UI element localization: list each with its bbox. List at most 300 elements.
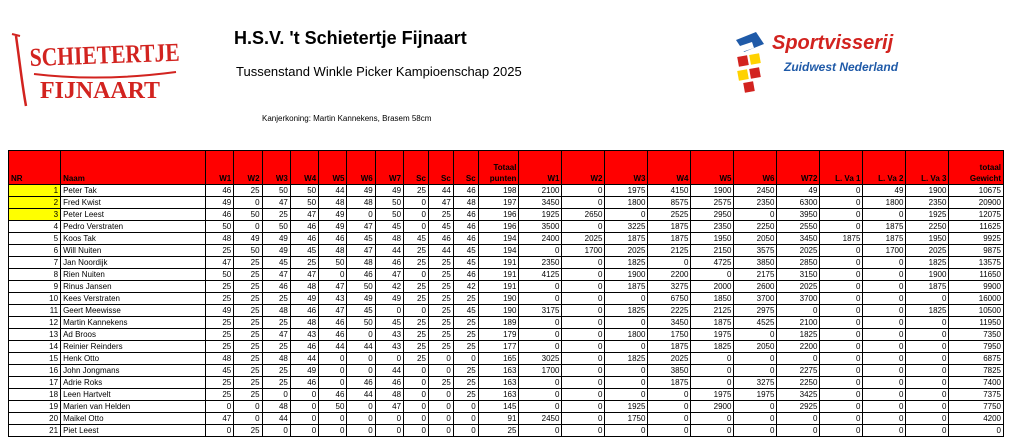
value-cell: 1825	[906, 305, 949, 317]
value-cell: 2250	[734, 221, 777, 233]
value-cell: 0	[906, 329, 949, 341]
value-cell: 25	[262, 209, 290, 221]
value-cell: 0	[562, 389, 605, 401]
value-cell: 46	[205, 185, 233, 197]
value-cell: 0	[404, 425, 429, 437]
value-cell: 25	[290, 257, 318, 269]
value-cell: 46	[262, 281, 290, 293]
value-cell: 9900	[949, 281, 1004, 293]
table-row	[9, 353, 1004, 365]
value-cell: 1700	[519, 365, 562, 377]
value-cell: 189	[478, 317, 519, 329]
value-cell: 25	[453, 329, 478, 341]
value-cell: 50	[234, 209, 262, 221]
value-cell: 0	[691, 365, 734, 377]
value-cell: 196	[478, 209, 519, 221]
value-cell: 0	[234, 401, 262, 413]
value-cell: 47	[347, 245, 375, 257]
value-cell: 0	[605, 365, 648, 377]
value-cell: 0	[820, 377, 863, 389]
value-cell: 44	[319, 185, 347, 197]
value-cell: 47	[205, 257, 233, 269]
value-cell: 0	[404, 413, 429, 425]
value-cell: 44	[347, 389, 375, 401]
value-cell: 49	[234, 233, 262, 245]
value-cell: 0	[863, 353, 906, 365]
value-cell: 2200	[648, 269, 691, 281]
table-row	[9, 377, 1004, 389]
name-cell: Henk Otto	[61, 353, 206, 365]
value-cell: 0	[404, 305, 429, 317]
value-cell: 0	[605, 377, 648, 389]
value-cell: 0	[519, 245, 562, 257]
value-cell: 0	[428, 389, 453, 401]
value-cell: 50	[290, 185, 318, 197]
value-cell: 13575	[949, 257, 1004, 269]
value-cell: 44	[290, 353, 318, 365]
value-cell: 1850	[691, 293, 734, 305]
value-cell: 0	[347, 353, 375, 365]
value-cell: 25	[234, 269, 262, 281]
value-cell: 0	[404, 269, 429, 281]
club-logo-line2: FIJNAART	[40, 78, 160, 104]
value-cell: 0	[519, 425, 562, 437]
value-cell: 25	[404, 341, 429, 353]
value-cell: 44	[319, 341, 347, 353]
value-cell: 43	[290, 329, 318, 341]
value-cell: 7375	[949, 389, 1004, 401]
value-cell: 50	[319, 401, 347, 413]
value-cell: 2000	[691, 281, 734, 293]
value-cell: 1975	[734, 389, 777, 401]
value-cell: 0	[562, 305, 605, 317]
value-cell: 0	[562, 269, 605, 281]
value-cell: 2950	[691, 209, 734, 221]
name-cell: Rien Nuiten	[61, 269, 206, 281]
value-cell: 25	[234, 293, 262, 305]
value-cell: 0	[262, 425, 290, 437]
value-cell: 12075	[949, 209, 1004, 221]
value-cell: 49	[319, 221, 347, 233]
value-cell: 0	[820, 317, 863, 329]
value-cell: 0	[906, 365, 949, 377]
value-cell: 46	[290, 305, 318, 317]
value-cell: 48	[290, 317, 318, 329]
value-cell: 25	[234, 425, 262, 437]
value-cell: 0	[562, 197, 605, 209]
table-row	[9, 245, 1004, 257]
value-cell: 25	[234, 353, 262, 365]
value-cell: 25	[262, 293, 290, 305]
value-cell: 47	[428, 197, 453, 209]
value-cell: 47	[290, 209, 318, 221]
column-header: W7	[375, 173, 403, 185]
value-cell: 0	[648, 425, 691, 437]
value-cell: 0	[519, 401, 562, 413]
sportvisserij-logo-line2: Zuidwest Nederland	[784, 60, 899, 74]
value-cell: 0	[906, 353, 949, 365]
value-cell: 11650	[949, 269, 1004, 281]
value-cell: 0	[863, 329, 906, 341]
column-header: W4	[290, 173, 318, 185]
value-cell: 45	[262, 257, 290, 269]
table-row	[9, 329, 1004, 341]
name-cell: Rinus Jansen	[61, 281, 206, 293]
value-cell: 25	[262, 377, 290, 389]
value-cell: 9925	[949, 233, 1004, 245]
value-cell: 46	[347, 269, 375, 281]
sportvisserij-logo	[730, 26, 899, 96]
table-row	[9, 185, 1004, 197]
table-row	[9, 425, 1004, 437]
value-cell: 0	[863, 305, 906, 317]
value-cell: 48	[319, 197, 347, 209]
page-subtitle: Tussenstand Winkle Picker Kampioenschap 2025	[236, 64, 522, 79]
value-cell: 25	[234, 341, 262, 353]
value-cell: 25	[404, 317, 429, 329]
value-cell: 0	[319, 269, 347, 281]
value-cell: 45	[290, 245, 318, 257]
value-cell: 0	[562, 329, 605, 341]
value-cell: 7350	[949, 329, 1004, 341]
value-cell: 0	[205, 401, 233, 413]
value-cell: 1925	[605, 401, 648, 413]
header-totaal-gewicht: totaal	[949, 151, 1004, 174]
column-header: W4	[648, 173, 691, 185]
value-cell: 165	[478, 353, 519, 365]
rank-cell: 19	[9, 401, 61, 413]
value-cell: 49	[205, 197, 233, 209]
value-cell: 46	[453, 209, 478, 221]
value-cell: 0	[453, 425, 478, 437]
value-cell: 25	[428, 281, 453, 293]
value-cell: 46	[290, 377, 318, 389]
value-cell: 1975	[691, 389, 734, 401]
value-cell: 0	[906, 341, 949, 353]
club-logo	[10, 24, 212, 112]
column-header: Naam	[61, 173, 206, 185]
rank-cell: 10	[9, 293, 61, 305]
value-cell: 25	[234, 365, 262, 377]
value-cell: 0	[734, 365, 777, 377]
value-cell: 10500	[949, 305, 1004, 317]
value-cell: 2925	[777, 401, 820, 413]
value-cell: 8575	[648, 197, 691, 209]
column-header: W3	[262, 173, 290, 185]
value-cell: 0	[319, 353, 347, 365]
rank-cell: 15	[9, 353, 61, 365]
value-cell: 49	[290, 293, 318, 305]
value-cell: 2025	[777, 245, 820, 257]
value-cell: 0	[734, 353, 777, 365]
rank-cell: 17	[9, 377, 61, 389]
value-cell: 0	[347, 209, 375, 221]
value-cell: 191	[478, 257, 519, 269]
value-cell: 49	[319, 209, 347, 221]
value-cell: 163	[478, 365, 519, 377]
value-cell: 2350	[519, 257, 562, 269]
value-cell: 49	[205, 305, 233, 317]
value-cell: 7750	[949, 401, 1004, 413]
value-cell: 48	[319, 245, 347, 257]
value-cell: 49	[262, 245, 290, 257]
value-cell: 0	[453, 401, 478, 413]
value-cell: 6875	[949, 353, 1004, 365]
value-cell: 3700	[734, 293, 777, 305]
value-cell: 42	[453, 281, 478, 293]
value-cell: 25	[234, 281, 262, 293]
value-cell: 0	[777, 353, 820, 365]
value-cell: 25	[234, 329, 262, 341]
value-cell: 43	[375, 329, 403, 341]
kanjerkoning-note: Kanjerkoning: Martin Kannekens, Brasem 58cm	[262, 114, 432, 123]
value-cell: 47	[290, 269, 318, 281]
value-cell: 0	[863, 389, 906, 401]
rank-cell: 1	[9, 185, 61, 197]
value-cell: 44	[428, 245, 453, 257]
value-cell: 0	[404, 401, 429, 413]
value-cell: 48	[262, 305, 290, 317]
value-cell: 0	[605, 425, 648, 437]
value-cell: 11950	[949, 317, 1004, 329]
value-cell: 48	[262, 401, 290, 413]
value-cell: 0	[319, 377, 347, 389]
value-cell: 44	[262, 413, 290, 425]
value-cell: 2050	[734, 233, 777, 245]
value-cell: 49	[262, 233, 290, 245]
value-cell: 3850	[734, 257, 777, 269]
name-cell: Peter Leest	[61, 209, 206, 221]
rank-cell: 9	[9, 281, 61, 293]
value-cell: 0	[691, 377, 734, 389]
value-cell: 7825	[949, 365, 1004, 377]
table-row	[9, 365, 1004, 377]
name-cell: Martin Kannekens	[61, 317, 206, 329]
column-header: W1	[519, 173, 562, 185]
value-cell: 44	[428, 185, 453, 197]
value-cell: 0	[820, 389, 863, 401]
name-cell: Adrie Roks	[61, 377, 206, 389]
value-cell: 1875	[648, 341, 691, 353]
value-cell: 49	[347, 293, 375, 305]
name-cell: Koos Tak	[61, 233, 206, 245]
value-cell: 0	[820, 413, 863, 425]
value-cell: 0	[648, 389, 691, 401]
value-cell: 0	[347, 365, 375, 377]
value-cell: 45	[347, 305, 375, 317]
table-row	[9, 317, 1004, 329]
value-cell: 4150	[648, 185, 691, 197]
value-cell: 0	[347, 425, 375, 437]
value-cell: 0	[906, 389, 949, 401]
value-cell: 25	[478, 425, 519, 437]
value-cell: 45	[375, 317, 403, 329]
value-cell: 0	[863, 293, 906, 305]
table-row	[9, 221, 1004, 233]
value-cell: 0	[863, 341, 906, 353]
value-cell: 48	[205, 353, 233, 365]
value-cell: 3425	[777, 389, 820, 401]
value-cell: 0	[404, 221, 429, 233]
column-header: NR	[9, 173, 61, 185]
value-cell: 25	[404, 281, 429, 293]
value-cell: 2100	[519, 185, 562, 197]
value-cell: 0	[820, 353, 863, 365]
value-cell: 44	[375, 365, 403, 377]
value-cell: 1900	[906, 269, 949, 281]
value-cell: 4725	[691, 257, 734, 269]
value-cell: 25	[234, 257, 262, 269]
rank-cell: 16	[9, 365, 61, 377]
value-cell: 0	[519, 281, 562, 293]
value-cell: 46	[428, 233, 453, 245]
column-header: W5	[691, 173, 734, 185]
value-cell: 163	[478, 389, 519, 401]
value-cell: 2225	[648, 305, 691, 317]
value-cell: 25	[205, 389, 233, 401]
value-cell: 0	[562, 377, 605, 389]
value-cell: 25	[262, 341, 290, 353]
value-cell: 1925	[906, 209, 949, 221]
rank-cell: 4	[9, 221, 61, 233]
value-cell: 0	[820, 197, 863, 209]
rank-cell: 21	[9, 425, 61, 437]
value-cell: 4125	[519, 269, 562, 281]
value-cell: 0	[347, 401, 375, 413]
value-cell: 0	[734, 401, 777, 413]
value-cell: 0	[262, 389, 290, 401]
value-cell: 25	[404, 329, 429, 341]
value-cell: 2125	[691, 305, 734, 317]
column-header: punten	[478, 173, 519, 185]
value-cell: 179	[478, 329, 519, 341]
value-cell: 197	[478, 197, 519, 209]
value-cell: 25	[404, 293, 429, 305]
value-cell: 0	[820, 209, 863, 221]
value-cell: 1875	[648, 377, 691, 389]
value-cell: 25	[404, 245, 429, 257]
column-header: L. Va 2	[863, 173, 906, 185]
sportvisserij-logo-line1: Sportvisserij	[772, 32, 894, 54]
value-cell: 46	[290, 221, 318, 233]
value-cell: 47	[347, 221, 375, 233]
value-cell: 7950	[949, 341, 1004, 353]
value-cell: 0	[428, 425, 453, 437]
value-cell: 46	[375, 257, 403, 269]
value-cell: 0	[863, 365, 906, 377]
value-cell: 0	[519, 317, 562, 329]
value-cell: 0	[605, 317, 648, 329]
value-cell: 190	[478, 293, 519, 305]
value-cell: 25	[234, 185, 262, 197]
standings-table	[8, 150, 1004, 437]
value-cell: 0	[648, 401, 691, 413]
value-cell: 0	[562, 185, 605, 197]
value-cell: 0	[519, 389, 562, 401]
value-cell: 0	[777, 425, 820, 437]
rank-cell: 5	[9, 233, 61, 245]
column-header: Sc	[404, 173, 429, 185]
value-cell: 49	[375, 293, 403, 305]
value-cell: 0	[605, 293, 648, 305]
value-cell: 0	[777, 305, 820, 317]
value-cell: 1800	[863, 197, 906, 209]
value-cell: 48	[453, 197, 478, 209]
value-cell: 50	[262, 221, 290, 233]
value-cell: 1800	[605, 197, 648, 209]
name-cell: Kees Verstraten	[61, 293, 206, 305]
rank-cell: 12	[9, 317, 61, 329]
value-cell: 0	[777, 413, 820, 425]
value-cell: 1875	[691, 317, 734, 329]
name-cell: Maikel Otto	[61, 413, 206, 425]
value-cell: 194	[478, 245, 519, 257]
value-cell: 46	[375, 377, 403, 389]
value-cell: 191	[478, 281, 519, 293]
value-cell: 25	[428, 209, 453, 221]
flag-icon	[730, 26, 772, 96]
column-header: W72	[777, 173, 820, 185]
value-cell: 25	[205, 377, 233, 389]
value-cell: 49	[863, 185, 906, 197]
value-cell: 1700	[863, 245, 906, 257]
column-header: L. Va 3	[906, 173, 949, 185]
value-cell: 3850	[648, 365, 691, 377]
value-cell: 1875	[820, 233, 863, 245]
value-cell: 0	[734, 413, 777, 425]
value-cell: 50	[290, 197, 318, 209]
value-cell: 0	[820, 281, 863, 293]
value-cell: 0	[347, 329, 375, 341]
table-row	[9, 413, 1004, 425]
value-cell: 1875	[906, 281, 949, 293]
table-row	[9, 209, 1004, 221]
value-cell: 47	[262, 269, 290, 281]
value-cell: 0	[820, 365, 863, 377]
value-cell: 25	[453, 341, 478, 353]
value-cell: 2350	[906, 197, 949, 209]
rank-cell: 8	[9, 269, 61, 281]
value-cell: 0	[734, 329, 777, 341]
value-cell: 0	[290, 413, 318, 425]
value-cell: 48	[347, 197, 375, 209]
value-cell: 25	[428, 317, 453, 329]
table-row	[9, 197, 1004, 209]
value-cell: 1750	[648, 329, 691, 341]
value-cell: 1875	[648, 233, 691, 245]
value-cell: 190	[478, 305, 519, 317]
value-cell: 0	[562, 293, 605, 305]
value-cell: 1800	[605, 329, 648, 341]
value-cell: 25	[428, 293, 453, 305]
column-header: W5	[319, 173, 347, 185]
value-cell: 2450	[734, 185, 777, 197]
value-cell: 91	[478, 413, 519, 425]
value-cell: 1975	[605, 185, 648, 197]
value-cell: 0	[404, 197, 429, 209]
value-cell: 4525	[734, 317, 777, 329]
column-header: Sc	[428, 173, 453, 185]
value-cell: 48	[375, 233, 403, 245]
value-cell: 46	[319, 233, 347, 245]
value-cell: 3275	[648, 281, 691, 293]
value-cell: 20900	[949, 197, 1004, 209]
value-cell: 2450	[519, 413, 562, 425]
value-cell: 0	[734, 209, 777, 221]
value-cell: 45	[205, 365, 233, 377]
value-cell: 0	[375, 305, 403, 317]
value-cell: 2975	[734, 305, 777, 317]
